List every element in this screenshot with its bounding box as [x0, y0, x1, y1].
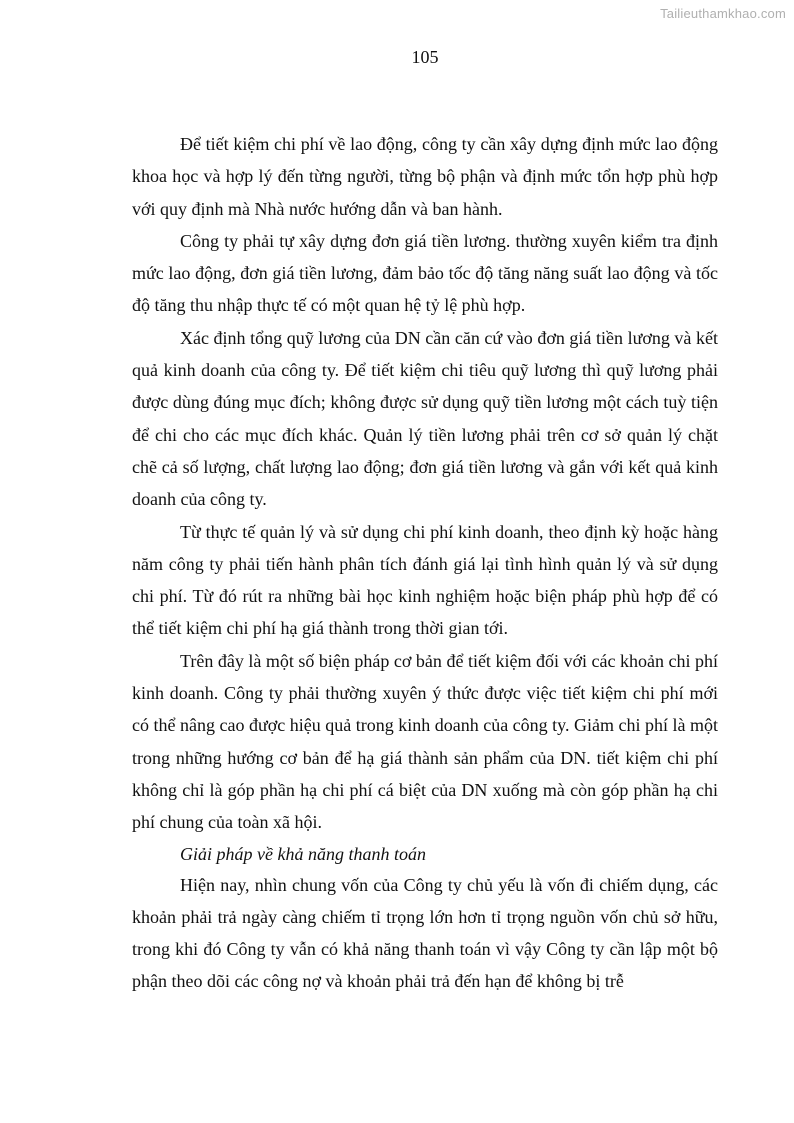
- page-body: [132, 128, 718, 998]
- paragraph-labor-cost: Để tiết kiệm chi phí về lao động, công ty cần xây dựng định mức lao động khoa học và hợp lý đến từng người, từng bộ phận và định mức tổn hợp phù hợp với quy định mà Nhà nước hướng dẫn và ban hành.: [132, 134, 718, 219]
- paragraph-wage-fund: Xác định tổng quỹ lương của DN cần căn cứ vào đơn giá tiền lương và kết quả kinh doanh của công ty. Để tiết kiệm chi tiêu quỹ lương thì quỹ lương phải được dùng đúng mục đích; không được sử dụng quỹ tiền lương một cách tuỳ tiện để chi cho các mục đích khác. Quản lý tiền lương phải trên cơ sở quản lý chặt chẽ cả số lượng, chất lượng lao động; đơn giá tiền lương và gắn với kết quả kinh doanh của công ty.: [132, 327, 718, 510]
- paragraph-liquidity: Hiện nay, nhìn chung vốn của Công ty chủ yếu là vốn đi chiếm dụng, các khoản phải trả ngày càng chiếm tỉ trọng lớn hơn tỉ trọng nguồn vốn chủ sở hữu, trong khi đó Công ty vẫn có khả năng thanh toán vì vậy Công ty cần lập một bộ phận theo dõi các công nợ và khoản phải trả đến hạn để không bị trễ: [132, 874, 718, 992]
- paragraph-cost-analysis: Từ thực tế quản lý và sử dụng chi phí kinh doanh, theo định kỳ hoặc hàng năm công ty phải tiến hành phân tích đánh giá lại tình hình quản lý và sử dụng chi phí. Từ đó rút ra những bài học kinh nghiệm hoặc biện pháp phù hợp để có thể tiết kiệm chi phí hạ giá thành trong thời gian tới.: [132, 521, 718, 639]
- paragraph-summary: Trên đây là một số biện pháp cơ bản để tiết kiệm đối với các khoản chi phí kinh doanh. Công ty phải thường xuyên ý thức được việc tiết kiệm chi phí mới có thể nâng cao được hiệu quả trong kinh doanh của công ty. Giảm chi phí là một trong những hướng cơ bản để hạ giá thành sản phẩm của DN. tiết kiệm chi phí không chỉ là góp phần hạ chi phí cá biệt của DN xuống mà còn góp phần hạ chi phí chung của toàn xã hội.: [132, 650, 718, 833]
- paragraph-wage-rate: Công ty phải tự xây dựng đơn giá tiền lương. thường xuyên kiểm tra định mức lao động, đơn giá tiền lương, đảm bảo tốc độ tăng năng suất lao động và tốc độ tăng thu nhập thực tế có một quan hệ tỷ lệ phù hợp.: [132, 230, 718, 316]
- page-number: 105: [411, 47, 439, 67]
- watermark: Tailieuthamkhao.com: [660, 6, 786, 21]
- section-heading: Giải pháp về khả năng thanh toán: [180, 843, 426, 864]
